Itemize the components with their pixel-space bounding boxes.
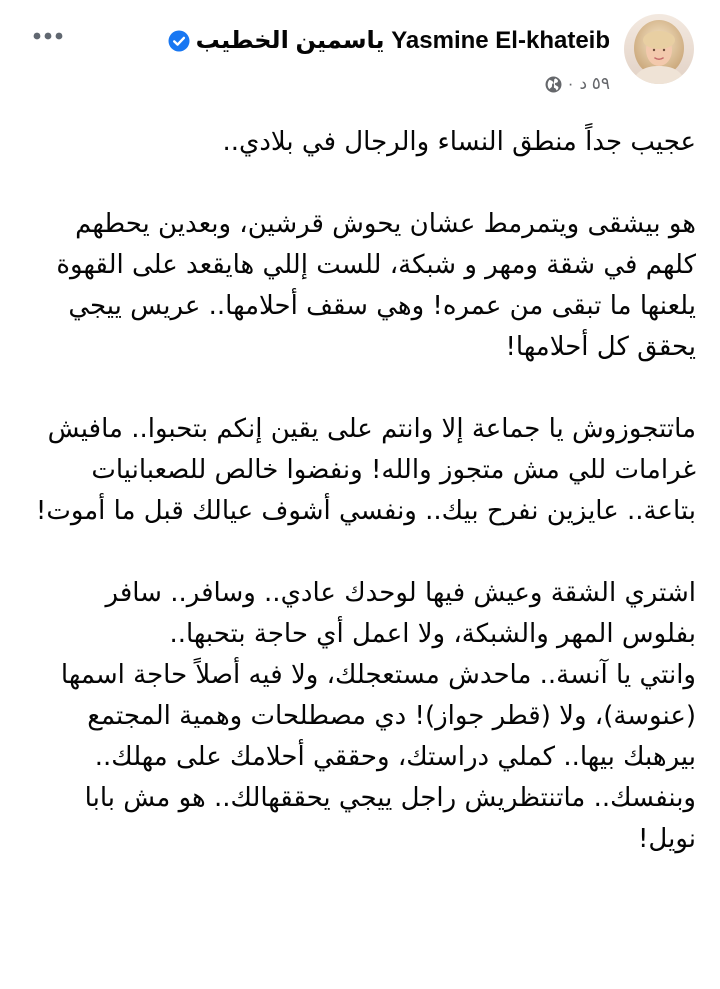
author-line	[168, 26, 610, 55]
post-paragraph-4: اشتري الشقة وعيش فيها لوحدك عادي.. وسافر.. سافر بفلوس المهر والشبكة، ولا اعمل أي حاجة بتحبها.. وانتي يا آنسة.. ماحدش مستعجلك، ولا فيه أصلاً حاجة اسمها (عنوسة)، ولا (قطر جواز)! دي مصطلحات وهمية المجتمع بيرهبك بيها.. كملي دراستك، وحققي أحلامك على مهلك.. وبنفسك.. ماتنتظريش راجل ييجي يحققهالك.. هو مش بابا نويل!	[60, 578, 696, 854]
more-horizontal-icon	[30, 26, 66, 46]
post-paragraph-1: عجيب جداً منطق النساء والرجال في بلادي..	[222, 127, 696, 157]
author-name[interactable]: Yasmine El-khateib ياسمين الخطيب	[195, 27, 610, 54]
profile-photo-icon	[624, 14, 694, 84]
post-header	[0, 14, 720, 104]
post-timestamp[interactable]: ٥٩ د	[579, 74, 610, 93]
post-body	[24, 122, 696, 860]
verified-badge-icon	[168, 30, 190, 52]
post-paragraph-2: هو بيشقى ويتمرمط عشان يحوش قرشين، وبعدين يحطهم كلهم في شقة ومهر و شبكة، للست إللي هايقعد على القهوة يلعنها ما تبقى من عمره! وهي سقف أحلامها.. عريس ييجي يحقق كل أحلامها!	[56, 209, 696, 362]
post-paragraph-3: ماتتجوزوش يا جماعة إلا وانتم على يقين إنكم بتحبوا.. مافيش غرامات للي مش متجوز والله! ونفضوا خالص للصعبانيات بتاعة.. عايزين نفرح بيك.. ونفسي أشوف عيالك قبل ما أموت!	[35, 414, 696, 526]
more-options-button[interactable]	[30, 26, 66, 46]
avatar[interactable]	[624, 14, 694, 84]
meta-separator: ·	[567, 74, 574, 93]
post-meta	[545, 74, 610, 94]
globe-icon[interactable]	[545, 76, 562, 93]
